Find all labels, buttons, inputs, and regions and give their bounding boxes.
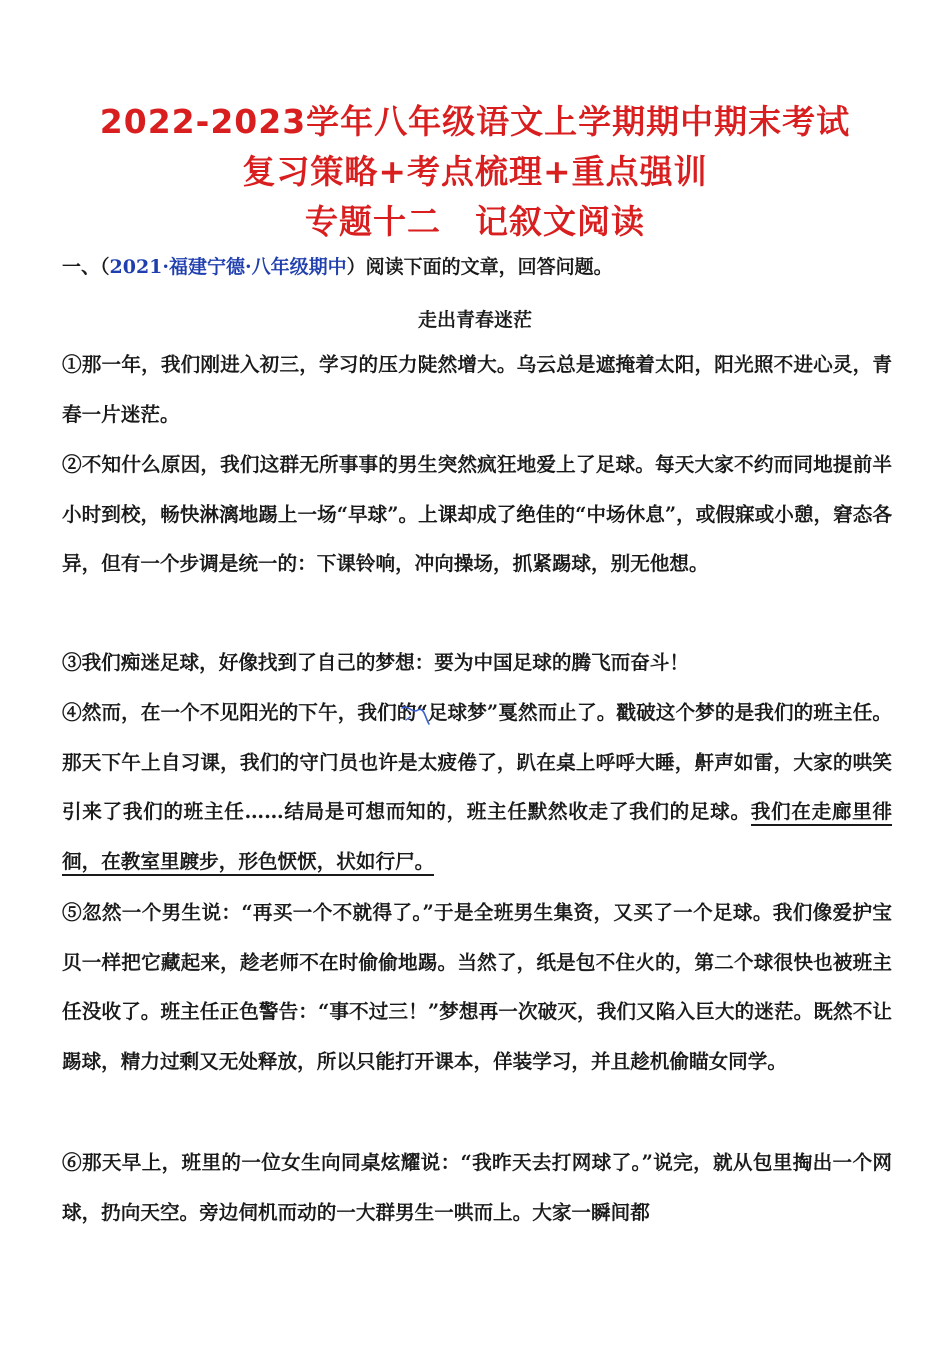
paragraph-text: 那一年，我们刚进入初三，学习的压力陡然增大。乌云总是遮掩着太阳，阳光照不进心灵，青春一片迷茫。 bbox=[62, 353, 893, 426]
paragraph-text: 那天早上，班里的一位女生向同桌炫耀说：“我昨天去打网球了。”说完，就从包里掏出一个网球，扔向天空。旁边伺机而动的一大群男生一哄而上。大家一瞬间都 bbox=[62, 1151, 893, 1224]
paragraph-number: ⑥ bbox=[62, 1151, 82, 1174]
paragraph-text: 我们痴迷足球，好像找到了自己的梦想：要为中国足球的腾飞而奋斗！ bbox=[81, 651, 689, 674]
underlined-sentence: 我们在走廊里徘徊，在教室里踱步，形色恹恹，状如行尸。 bbox=[62, 800, 892, 876]
pen-scribble-icon bbox=[398, 700, 432, 730]
question-prefix: 一、（ bbox=[62, 256, 110, 278]
doc-title-line-1: 2022-2023学年八年级语文上学期期中期末考试 bbox=[99, 102, 851, 141]
paragraph-4 bbox=[62, 688, 892, 886]
doc-title-line-3: 专题十二 记叙文阅读 bbox=[305, 202, 645, 241]
paragraph-text: 忽然一个男生说：“再买一个不就得了。”于是全班男生集资，又买了一个足球。我们像爱护宝贝一样把它藏起来，趁老师不在时偷偷地踢。当然了，纸是包不住火的，第二个球很快也被班主任没收了。班主任正色警告：“事不过三！”梦想再一次破灭，我们又陷入巨大的迷茫。既然不让踢球，精力过剩又无处释放，所以只能打开课本，佯装学习，并且趁机偷瞄女同学。 bbox=[62, 901, 893, 1073]
paragraph-number: ① bbox=[62, 353, 82, 376]
paragraph-number: ⑤ bbox=[62, 901, 82, 924]
paragraph-text: 然而，在一个不见阳光的下午，我们的“足球梦”戛然而止了。戳破这个梦的是我们的班主任。那天下午上自习课，我们的守门员也许是太疲倦了，趴在桌上呼呼大睡，鼾声如雷，大家的哄笑引来了我们的班主任……结局是可想而知的，班主任默然收走了我们的足球。 bbox=[62, 701, 893, 824]
paragraph-number: ④ bbox=[62, 701, 82, 724]
paragraph-3 bbox=[62, 638, 892, 688]
question-heading bbox=[62, 252, 613, 279]
doc-title-line-2: 复习策略+考点梳理+重点强训 bbox=[242, 152, 708, 191]
paragraph-text: 不知什么原因，我们这群无所事事的男生突然疯狂地爱上了足球。每天大家不约而同地提前半小时到校，畅快淋漓地踢上一场“早球”。上课却成了绝佳的“中场休息”，或假寐或小憩，窘态各异，但有一个步调是统一的：下课铃响，冲向操场，抓紧踢球，别无他想。 bbox=[62, 453, 893, 576]
paragraph-5 bbox=[62, 888, 892, 1086]
question-source: 2021·福建宁德·八年级期中 bbox=[109, 256, 347, 278]
paragraph-1 bbox=[62, 340, 892, 439]
paragraph-number: ② bbox=[62, 453, 82, 476]
paragraph-number: ③ bbox=[62, 651, 82, 674]
paragraph-2 bbox=[62, 440, 892, 589]
paragraph-6 bbox=[62, 1138, 892, 1237]
article-title: 走出青春迷茫 bbox=[417, 309, 532, 331]
question-instruction: ）阅读下面的文章，回答问题。 bbox=[346, 256, 613, 278]
